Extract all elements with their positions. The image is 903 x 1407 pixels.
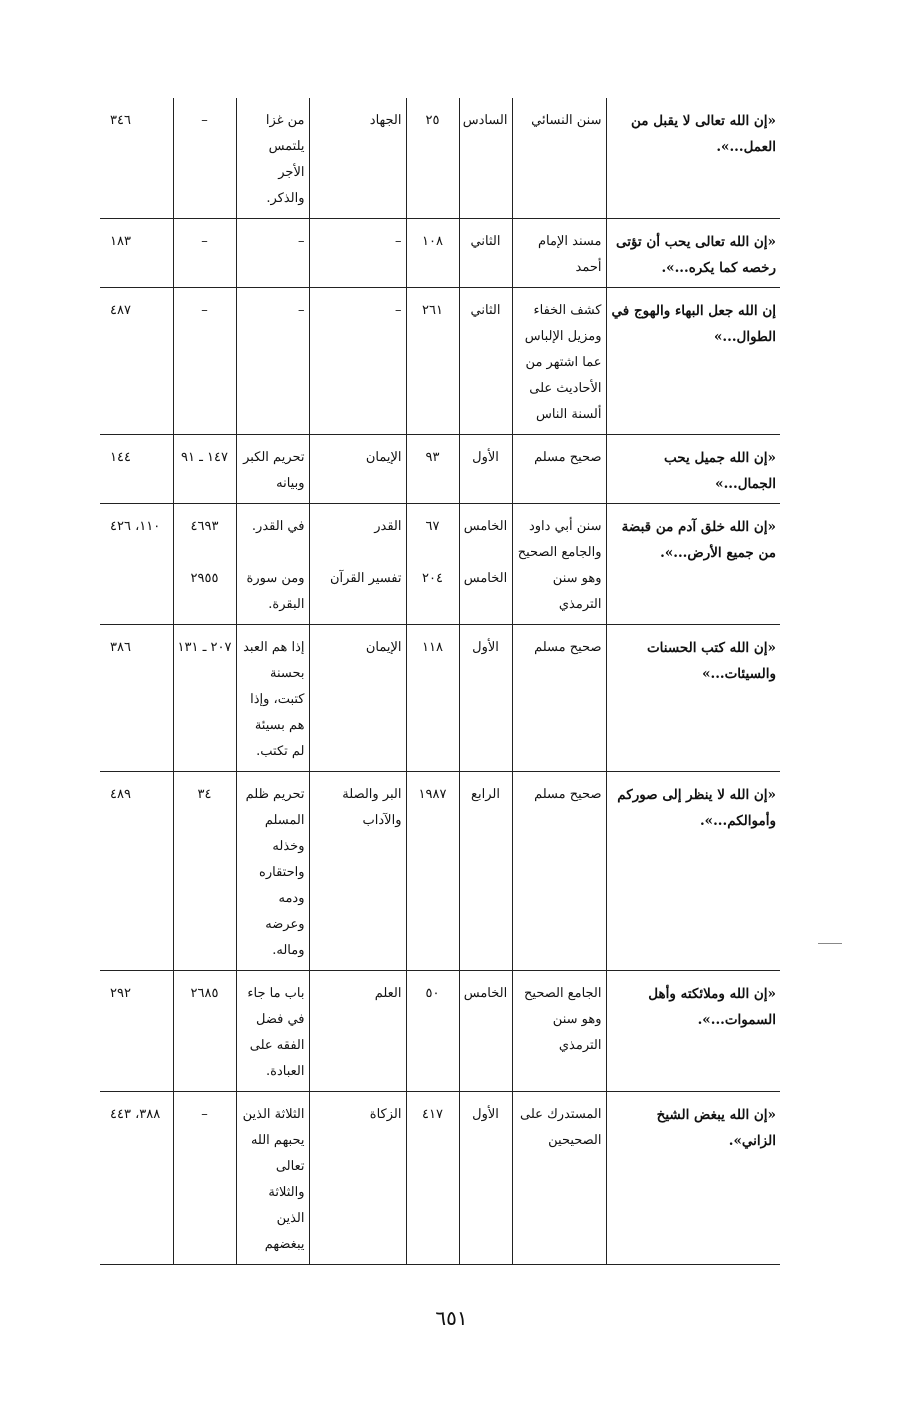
thesis-pages-cell	[100, 971, 173, 1092]
source-book-cell	[512, 219, 606, 288]
chapter-cell	[236, 504, 309, 625]
book-section-entry: البر والصلة والآداب	[342, 787, 402, 828]
hadith-number-cell	[173, 625, 236, 772]
line-spacer	[178, 540, 232, 566]
hadith-number-entry: ٢٠٧ ـ ١٣١	[177, 640, 232, 655]
book-section-entry: تفسير القرآن	[330, 571, 402, 586]
chapter-entry: تحريم ظلم المسلم وخذله واحتقاره ودمه وعرضه وماله.	[245, 787, 305, 958]
hadith-text-cell: «إن الله لا ينظر إلى صوركم وأموالكم...».	[606, 772, 780, 971]
volume-entry: الأول	[472, 1107, 499, 1122]
book-section-cell	[309, 625, 406, 772]
source-page-cell	[406, 435, 459, 504]
hadith-number-cell	[173, 772, 236, 971]
source-page-entry: ١٠٨	[422, 234, 443, 249]
chapter-entry: في القدر.	[251, 519, 305, 534]
page-number: ٦٥١	[435, 1306, 468, 1330]
table-row	[100, 625, 780, 772]
table-row	[100, 98, 780, 219]
book-section-cell	[309, 288, 406, 435]
source-book-cell	[512, 435, 606, 504]
book-section-cell	[309, 219, 406, 288]
source-book-entry: صحيح مسلم	[534, 640, 602, 655]
source-page-entry: ١٩٨٧	[418, 787, 447, 802]
chapter-cell	[236, 772, 309, 971]
table-row	[100, 504, 780, 625]
source-book-cell	[512, 971, 606, 1092]
source-book-entry: المستدرك على الصحيحين	[520, 1107, 602, 1148]
hadith-number-entry: ٢٩٥٥	[190, 571, 219, 586]
hadith-number-entry: –	[201, 234, 208, 249]
thesis-pages-entry: ٣٤٦	[110, 113, 131, 128]
source-book-entry: صحيح مسلم	[534, 787, 602, 802]
thesis-pages-cell	[100, 219, 173, 288]
source-book-cell	[512, 1092, 606, 1265]
volume-entry: الخامس	[463, 519, 508, 534]
thesis-pages-entry: ٣٨٨، ٤٤٣	[110, 1107, 161, 1122]
thesis-pages-cell	[100, 772, 173, 971]
chapter-cell	[236, 1092, 309, 1265]
volume-cell	[459, 504, 512, 625]
chapter-cell	[236, 625, 309, 772]
table-row	[100, 971, 780, 1092]
thesis-pages-entry: ٣٨٦	[110, 640, 131, 655]
thesis-pages-entry: ٤٨٧	[110, 303, 131, 318]
source-book-cell	[512, 625, 606, 772]
thesis-pages-cell	[100, 625, 173, 772]
table-row	[100, 772, 780, 971]
hadith-number-entry: ٤٦٩٣	[190, 519, 219, 534]
thesis-pages-entry: ٢٩٢	[110, 986, 131, 1001]
chapter-cell	[236, 288, 309, 435]
source-page-cell	[406, 971, 459, 1092]
hadith-number-entry: –	[201, 1107, 208, 1122]
volume-cell	[459, 971, 512, 1092]
chapter-cell	[236, 98, 309, 219]
source-page-cell	[406, 288, 459, 435]
hadith-text-cell: «إن الله تعالى لا يقبل من العمل...».	[606, 98, 780, 219]
book-section-cell	[309, 1092, 406, 1265]
thesis-pages-cell	[100, 1092, 173, 1265]
table-row	[100, 1092, 780, 1265]
book-section-entry: الجهاد	[369, 113, 402, 128]
book-section-entry: القدر	[374, 519, 402, 534]
source-page-cell	[406, 772, 459, 971]
hadith-text-cell: «إن الله يبغض الشيخ الزاني».	[606, 1092, 780, 1265]
thesis-pages-cell	[100, 504, 173, 625]
volume-entry: الأول	[472, 640, 499, 655]
source-page-cell	[406, 1092, 459, 1265]
source-page-cell	[406, 219, 459, 288]
hadith-text-cell: «إن الله كتب الحسنات والسيئات...»	[606, 625, 780, 772]
chapter-entry: من غزا يلتمس الأجر والذكر.	[265, 113, 305, 206]
hadith-number-entry: ٢٦٨٥	[190, 986, 219, 1001]
volume-cell	[459, 625, 512, 772]
hadith-number-cell	[173, 1092, 236, 1265]
book-section-cell	[309, 435, 406, 504]
source-page-cell	[406, 625, 459, 772]
book-section-cell	[309, 772, 406, 971]
hadith-text-cell: «إن الله وملائكته وأهل السموات...».	[606, 971, 780, 1092]
book-section-entry: العلم	[374, 986, 402, 1001]
hadith-number-entry: –	[201, 303, 208, 318]
hadith-number-cell	[173, 504, 236, 625]
source-page-entry: ٢٦١	[422, 303, 443, 318]
volume-entry: الأول	[472, 450, 499, 465]
source-book-entry: كشف الخفاء ومزيل الإلباس عما اشتهر من الأحاديث على ألسنة الناس	[524, 303, 602, 422]
source-book-entry: الجامع الصحيح وهو سنن الترمذي	[524, 986, 602, 1053]
chapter-entry: إذا هم العبد بحسنة كتبت، وإذا هم بسيئة لم تكتب.	[243, 640, 305, 759]
table-row	[100, 435, 780, 504]
volume-entry: الثاني	[470, 234, 501, 249]
line-spacer	[411, 540, 455, 566]
line-spacer	[464, 540, 508, 566]
volume-entry: الرابع	[471, 787, 500, 802]
thesis-pages-cell	[100, 435, 173, 504]
source-page-entry: ٤١٧	[422, 1107, 443, 1122]
book-section-cell	[309, 971, 406, 1092]
book-section-cell	[309, 98, 406, 219]
volume-cell	[459, 435, 512, 504]
source-page-entry: ٦٧	[425, 519, 440, 534]
hadith-number-cell	[173, 98, 236, 219]
source-page-entry: ٢٥	[425, 113, 440, 128]
line-spacer	[314, 540, 402, 566]
book-section-entry: الإيمان	[365, 450, 402, 465]
hadith-number-entry: ١٤٧ ـ ٩١	[181, 450, 228, 465]
source-page-cell	[406, 98, 459, 219]
table-row	[100, 288, 780, 435]
source-book-cell	[512, 772, 606, 971]
hadith-number-cell	[173, 219, 236, 288]
book-section-entry: الزكاة	[369, 1107, 402, 1122]
source-page-entry: ٥٠	[425, 986, 440, 1001]
volume-cell	[459, 219, 512, 288]
book-section-entry: –	[395, 234, 402, 249]
thesis-pages-entry: ١٨٣	[110, 234, 131, 249]
hadith-text-cell: «إن الله خلق آدم من قبضة من جميع الأرض...».	[606, 504, 780, 625]
chapter-entry: باب ما جاء في فضل الفقه على العبادة.	[247, 986, 305, 1079]
source-book-entry: صحيح مسلم	[534, 450, 602, 465]
chapter-cell	[236, 971, 309, 1092]
thesis-pages-cell	[100, 288, 173, 435]
hadith-number-entry: ٣٤	[197, 787, 212, 802]
table-row	[100, 219, 780, 288]
source-book-entry: سنن النسائي	[531, 113, 602, 128]
source-book-entry: سنن أبي داود	[528, 519, 602, 534]
margin-mark	[818, 943, 842, 944]
source-page-entry: ٢٠٤	[422, 571, 443, 586]
line-spacer	[241, 540, 305, 566]
source-page-entry: ١١٨	[422, 640, 443, 655]
volume-cell	[459, 1092, 512, 1265]
book-section-entry: الإيمان	[365, 640, 402, 655]
source-book-cell	[512, 504, 606, 625]
volume-entry: السادس	[462, 113, 508, 128]
source-book-entry: والجامع الصحيح وهو سنن الترمذي	[517, 545, 602, 612]
chapter-entry: الثلاثة الذين يحبهم الله تعالى والثلاثة الذين يبغضهم	[242, 1107, 305, 1252]
thesis-pages-entry: ١٤٤	[110, 450, 131, 465]
hadith-number-cell	[173, 435, 236, 504]
source-page-cell	[406, 504, 459, 625]
hadith-text-cell: إن الله جعل البهاء والهوج في الطوال...»	[606, 288, 780, 435]
hadith-number-entry: –	[201, 113, 208, 128]
volume-cell	[459, 98, 512, 219]
volume-entry: الخامس	[463, 571, 508, 586]
hadith-number-cell	[173, 288, 236, 435]
source-book-cell	[512, 288, 606, 435]
volume-cell	[459, 288, 512, 435]
book-section-entry: –	[395, 303, 402, 318]
hadith-sources-table	[100, 98, 780, 1265]
chapter-cell	[236, 435, 309, 504]
volume-entry: الثاني	[470, 303, 501, 318]
table-body	[100, 98, 780, 1265]
chapter-entry: –	[298, 303, 305, 318]
volume-entry: الخامس	[463, 986, 508, 1001]
hadith-text-cell: «إن الله تعالى يحب أن تؤتى رخصه كما يكره...».	[606, 219, 780, 288]
source-page-entry: ٩٣	[425, 450, 440, 465]
hadith-number-cell	[173, 971, 236, 1092]
source-book-entry: مسند الإمام أحمد	[538, 234, 602, 275]
thesis-pages-cell	[100, 98, 173, 219]
chapter-entry: تحريم الكبر وبيانه	[243, 450, 305, 491]
hadith-text-cell: «إن الله جميل يحب الجمال...»	[606, 435, 780, 504]
source-book-cell	[512, 98, 606, 219]
thesis-pages-entry: ٤٨٩	[110, 787, 131, 802]
chapter-entry: –	[298, 234, 305, 249]
thesis-pages-entry: ١١٠، ٤٢٦	[110, 519, 161, 534]
chapter-cell	[236, 219, 309, 288]
book-section-cell	[309, 504, 406, 625]
volume-cell	[459, 772, 512, 971]
chapter-entry: ومن سورة البقرة.	[246, 571, 305, 612]
